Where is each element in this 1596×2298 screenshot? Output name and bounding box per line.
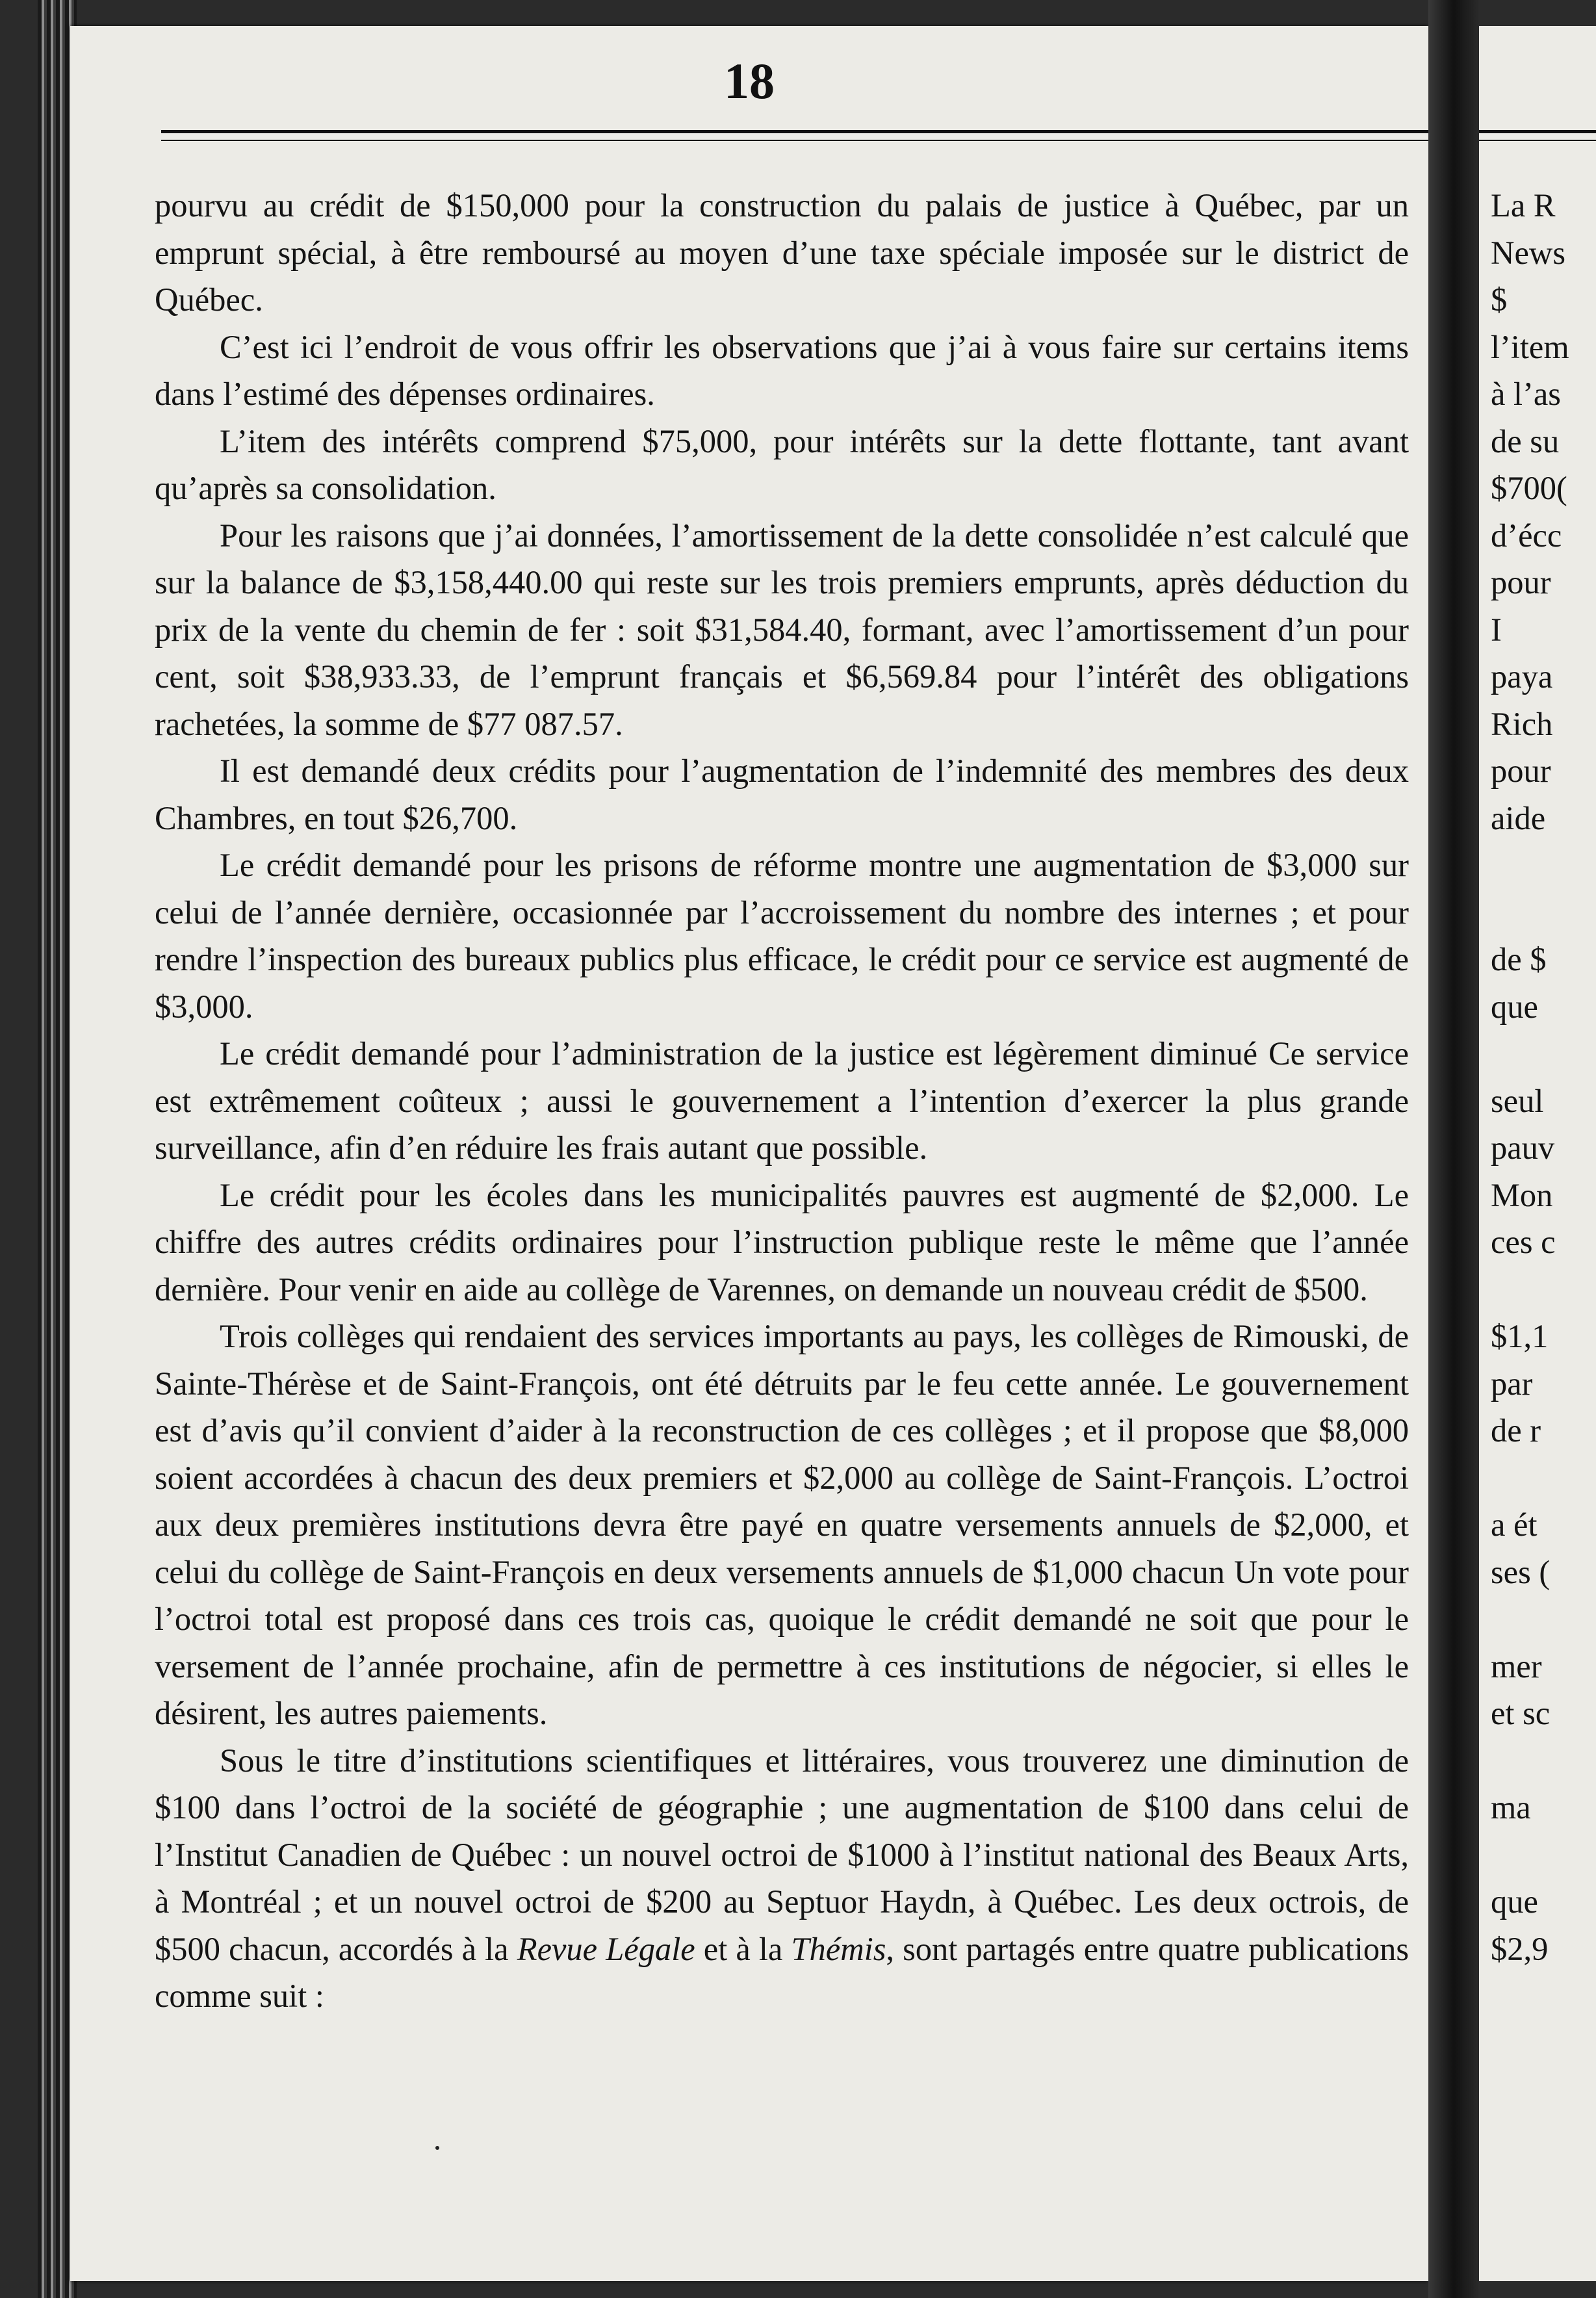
- facing-line: $2,9: [1491, 1930, 1549, 1967]
- facing-line: Mon: [1491, 1176, 1553, 1213]
- facing-line: $: [1491, 281, 1508, 318]
- facing-line: à l’as: [1491, 376, 1561, 412]
- facing-line: [1491, 1266, 1596, 1313]
- facing-line: d’écc: [1491, 517, 1562, 554]
- facing-line: [1491, 842, 1596, 889]
- facing-line: seul: [1491, 1082, 1544, 1119]
- facing-line: ces c: [1491, 1224, 1556, 1260]
- facing-line: I: [1491, 611, 1502, 648]
- facing-line: ses (: [1491, 1553, 1551, 1590]
- page-gutter: [1428, 0, 1479, 2298]
- facing-line: l’item: [1491, 328, 1569, 365]
- facing-line: La R: [1491, 187, 1556, 224]
- paragraph: L’item des intérêts comprend $75,000, pour intérêts sur la dette flottante, tant avant qu’après sa consolidation.: [155, 422, 1409, 506]
- body-text: [155, 182, 1409, 2020]
- paragraph: Trois collèges qui rendaient des services importants au pays, les collèges de Rimouski, de Sainte-Thérèse et de Saint-François, ont été détruits par le feu cette année. Le gouvernement est d’avis qu’il convient d’aider à la reconstruction de ces collèges ; et il propose que $8,000 soient accordées à chacun des deux premiers et $2,000 au collège de Saint-François. L’octroi aux deux premières institutions devra être payé en quatre versements annuels de $2,000, et celui du collège de Saint-François en deux versements annuels de $1,000 chacun Un vote pour l’octroi total est proposé dans ces trois cas, quoique le crédit demandé ne soit que pour le versement de l’année prochaine, afin de permettre à ces institutions de négocier, si elles le désirent, les autres paiements.: [155, 1318, 1409, 1731]
- text-run: , sont partagés entre quatre publications comme suit :: [155, 1930, 1409, 2014]
- paragraph: C’est ici l’endroit de vous offrir les observations que j’ai à vous faire sur certains items dans l’estimé des dépenses ordinaires.: [155, 328, 1409, 412]
- speck: [435, 2146, 439, 2150]
- facing-line: $1,1: [1491, 1318, 1549, 1354]
- facing-line: mer: [1491, 1647, 1542, 1685]
- paragraph: Le crédit pour les écoles dans les municipalités pauvres est augmenté de $2,000. Le chiffre des autres crédits ordinaires pour l’instruction publique reste le même que l’année dernière. Pour venir en aide au collège de Varennes, on demande un nouveau crédit de $500.: [155, 1176, 1409, 1308]
- paragraph: Le crédit demandé pour les prisons de réforme montre une augmentation de $3,000 sur celui de l’année dernière, occasionnée par l’accroissement du nombre des internes ; et pour rendre l’inspection des bureaux publics plus efficace, le crédit pour ce service est augmenté de $3,000.: [155, 847, 1409, 1025]
- facing-line: [1491, 1454, 1596, 1502]
- facing-header-rule: [1479, 130, 1596, 141]
- scanned-page: [70, 26, 1428, 2281]
- facing-line: de su: [1491, 422, 1560, 459]
- facing-line: de $: [1491, 941, 1547, 977]
- facing-line: a ét: [1491, 1506, 1538, 1543]
- page-number: 18: [724, 53, 775, 109]
- facing-line: pour: [1491, 753, 1551, 789]
- facing-line: [1491, 889, 1596, 936]
- facing-line: de r: [1491, 1412, 1541, 1449]
- paragraph: pourvu au crédit de $150,000 pour la construction du palais de justice à Québec, par un emprunt spécial, à être remboursé au moyen d’une taxe spéciale imposée sur le district de Québec.: [155, 187, 1409, 318]
- text-run: et à la: [695, 1930, 792, 1967]
- facing-page-fragment: [1479, 26, 1596, 2281]
- facing-line: [1491, 1831, 1596, 1879]
- facing-line: pour: [1491, 564, 1551, 600]
- facing-line: [1491, 1737, 1596, 1785]
- paragraph: Il est demandé deux crédits pour l’augmentation de l’indemnité des membres des deux Chambres, en tout $26,700.: [155, 753, 1409, 836]
- facing-line: [1491, 1595, 1596, 1643]
- facing-line: aide: [1491, 799, 1546, 836]
- facing-line: $700(: [1491, 470, 1567, 506]
- facing-line: News: [1491, 234, 1566, 271]
- paragraph: Pour les raisons que j’ai données, l’amortissement de la dette consolidée n’est calculé que sur la balance de $3,158,440.00 qui reste sur les trois premiers emprunts, après déduction du prix de la vente du chemin de fer : soit $31,584.40, formant, avec l’amortissement d’un pour cent, soit $38,933.33, de l’emprunt français et $6,569.84 pour l’intérêt des obligations rachetées, la somme de $77 087.57.: [155, 517, 1409, 742]
- text-run: Sous le titre d’institutions scientifiques et littéraires, vous trouverez une diminution de $100 dans l’octroi de la société de géographie ; une augmentation de $100 dans celui de l’Institut Canadien de Québec : un nouvel octroi de $1000 à l’institut national des Beaux Arts, à Montréal ; et un nouvel octroi de $200 au Septuor Haydn, à Québec. Les deux octrois, de $500 chacun, accordés à la: [155, 1742, 1409, 1967]
- facing-line: que: [1491, 1883, 1538, 1920]
- paragraph-last: [155, 1737, 1409, 2020]
- facing-line: que: [1491, 988, 1538, 1025]
- facing-line: [1491, 1030, 1596, 1078]
- title-revue-legale: Revue Légale: [517, 1930, 695, 1967]
- facing-text-column: [1491, 182, 1596, 1972]
- facing-line: pauv: [1491, 1130, 1555, 1166]
- facing-line: paya: [1491, 658, 1553, 695]
- facing-line: par: [1491, 1365, 1533, 1402]
- facing-line: et sc: [1491, 1695, 1551, 1731]
- facing-line: Rich: [1491, 705, 1553, 742]
- title-themis: Thémis: [791, 1930, 886, 1967]
- paragraph: Le crédit demandé pour l’administration de la justice est légèrement diminué Ce service est extrêmement coûteux ; aussi le gouvernement a l’intention d’exercer la plus grande surveillance, afin d’en réduire les frais autant que possible.: [155, 1035, 1409, 1166]
- header-rule: [161, 130, 1456, 141]
- facing-line: ma: [1491, 1789, 1531, 1826]
